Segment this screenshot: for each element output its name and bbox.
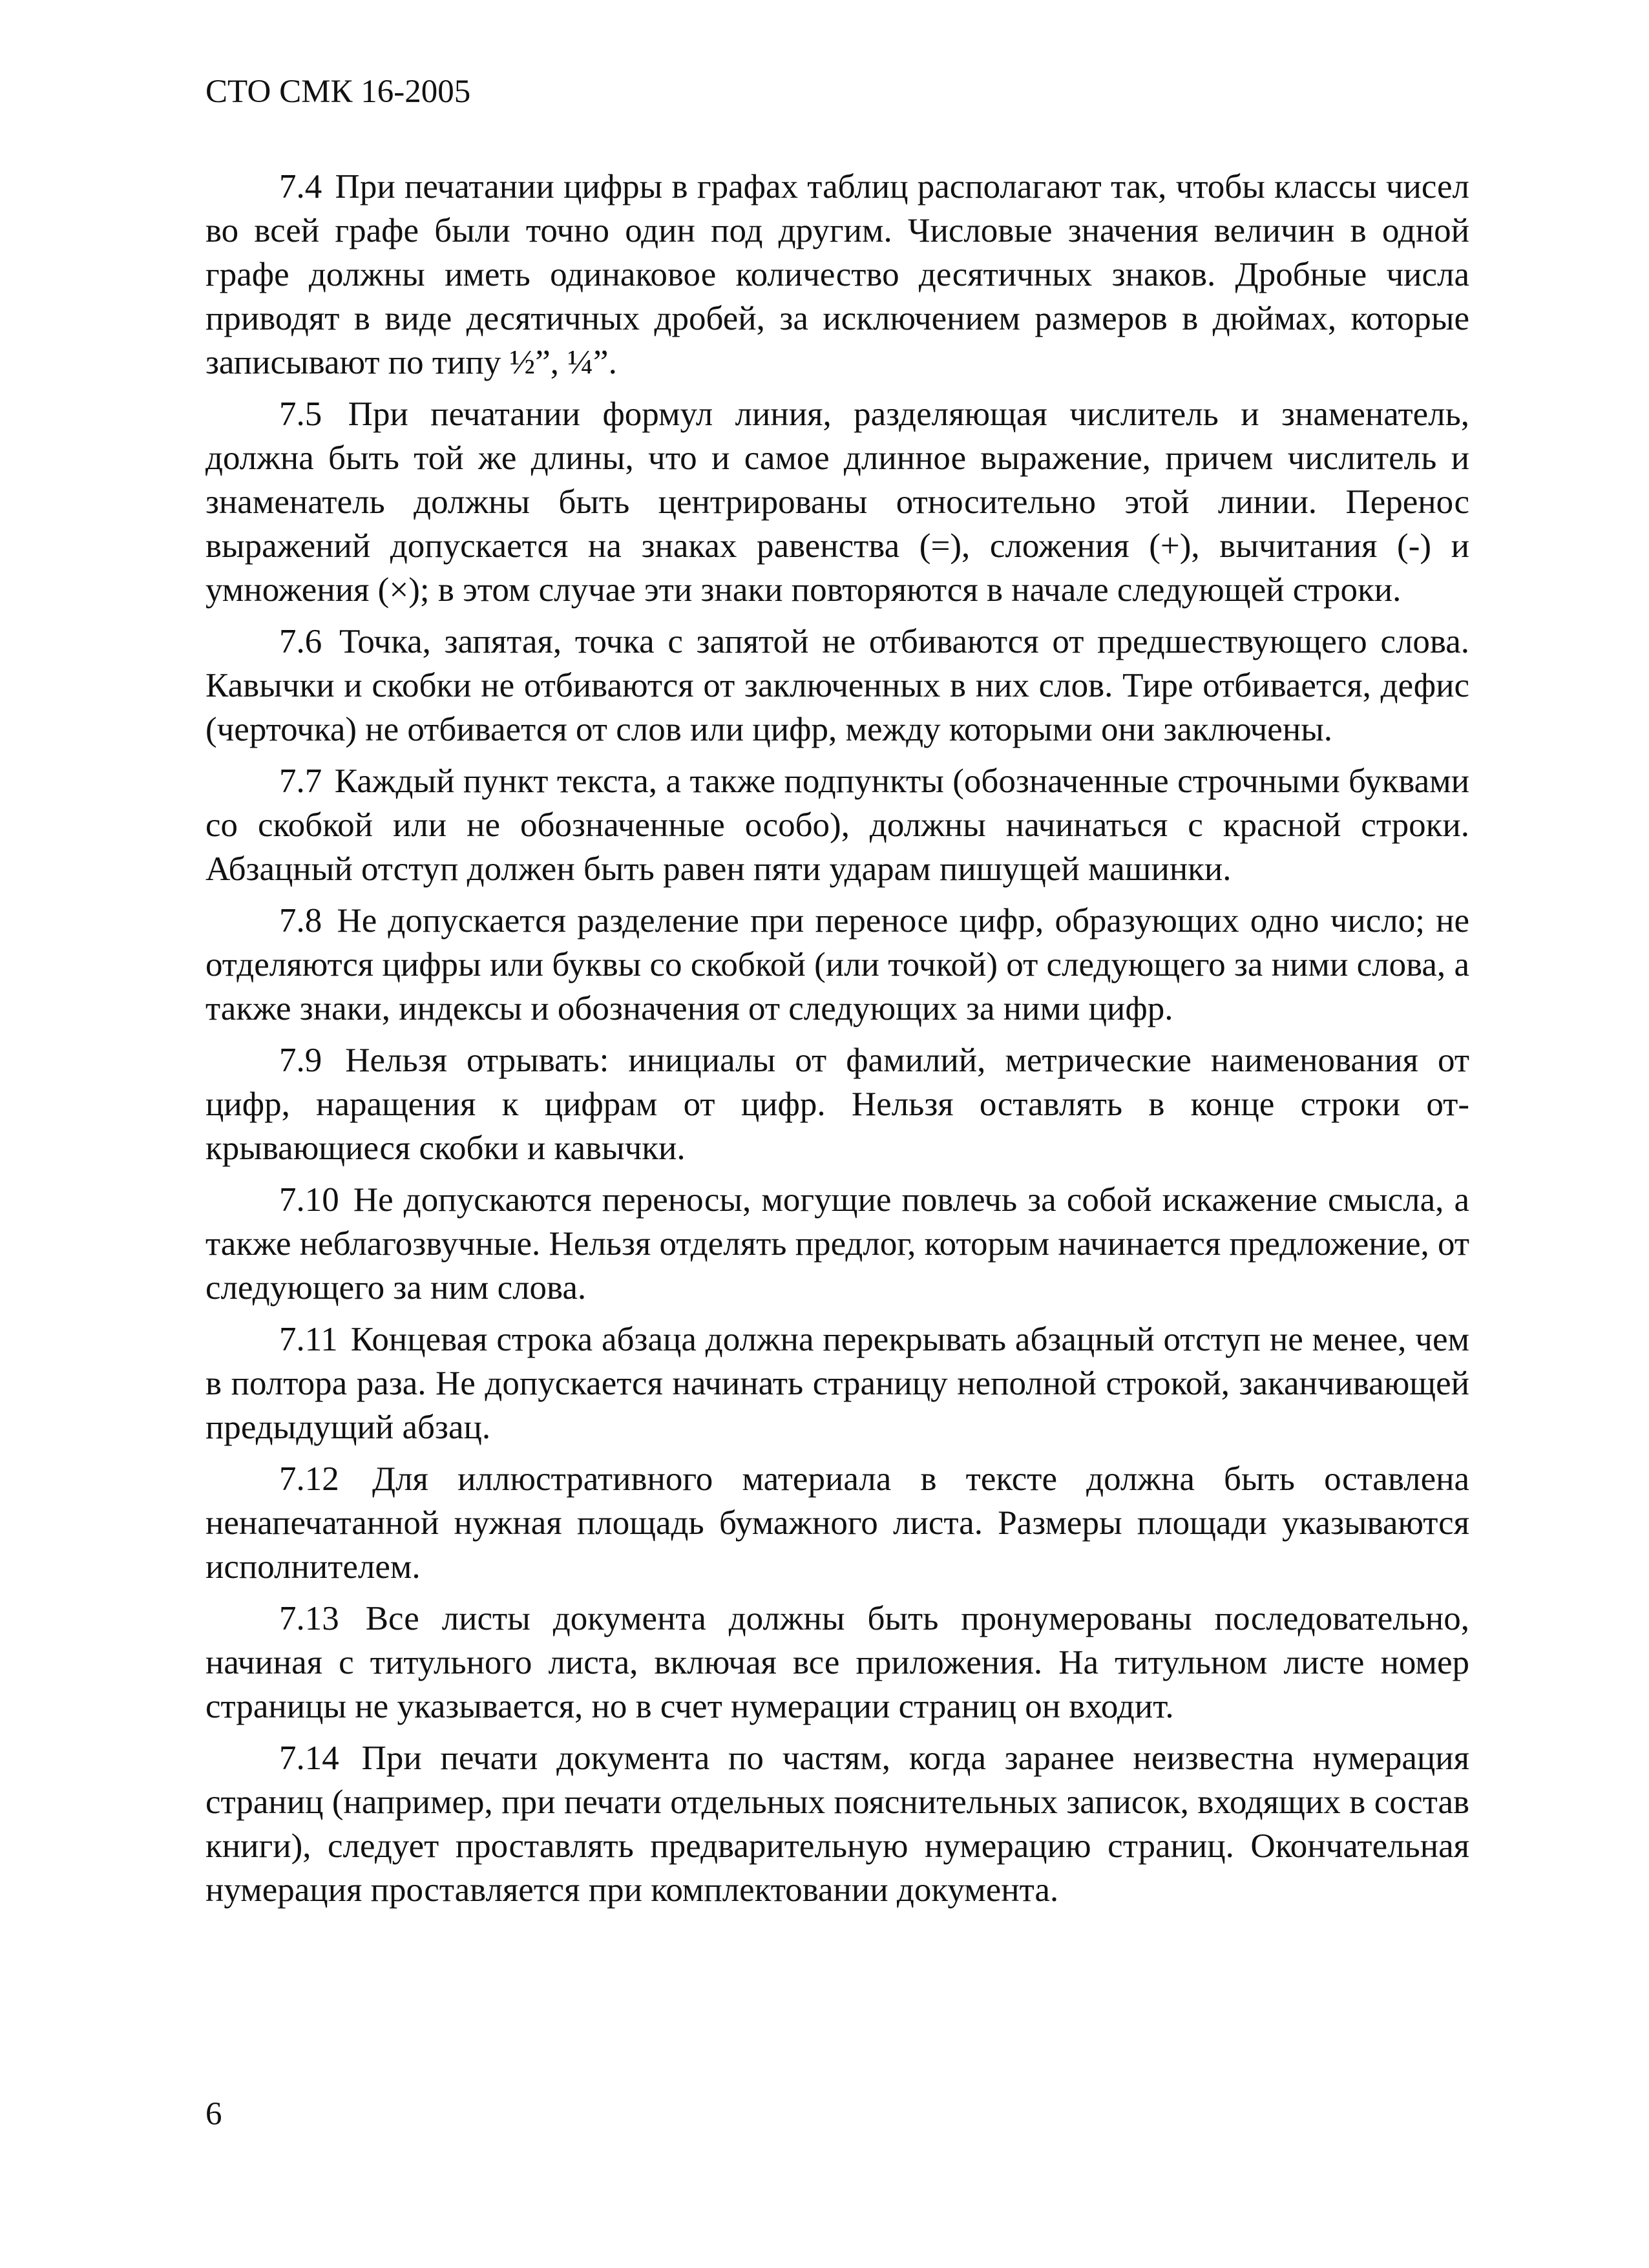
paragraph-7-12 — [205, 1457, 1469, 1589]
paragraph-text: Каждый пункт текста, а также подпункты (обозначенные строчными буквами со скобкой или не обозначенные особо), должны начинаться с красной строки. Абзацный отступ должен быть равен пяти ударам пишущей машинки. — [205, 762, 1470, 888]
paragraph-7-13 — [205, 1597, 1469, 1728]
page-number: 6 — [205, 2096, 222, 2132]
paragraph-number: 7.7 — [279, 762, 322, 800]
paragraph-number: 7.11 — [279, 1321, 338, 1358]
paragraph-7-8 — [205, 899, 1469, 1031]
paragraph-number: 7.9 — [279, 1042, 322, 1079]
paragraph-text: Нельзя отрывать: инициалы от фамилий, метрические наименования от цифр, наращения к цифрам от цифр. Нельзя оставлять в конце строки открывающиеся скобки и кавычки. — [205, 1042, 1469, 1167]
paragraph-text: Для иллюстративного материала в тексте должна быть оставлена ненапечатанной нужная площадь бумажного листа. Размеры площади указываются исполнителем. — [205, 1460, 1469, 1586]
paragraph-text: Концевая строка абзаца должна перекрывать абзацный отступ не менее, чем в полтора раза. Не допускается начинать страницу неполной строкой, заканчивающей предыдущий абзац. — [205, 1321, 1470, 1446]
paragraph-7-10 — [205, 1178, 1469, 1310]
paragraph-7-9 — [205, 1038, 1469, 1170]
paragraph-number: 7.12 — [279, 1460, 339, 1498]
paragraph-number: 7.5 — [279, 395, 322, 433]
paragraph-text: Не допускаются переносы, могущие повлечь за собой искажение смысла, а также неблагозвучные. Нельзя отделять предлог, которым начинается предложение, от следующего за ним слова. — [205, 1181, 1469, 1307]
paragraph-7-7 — [205, 759, 1469, 891]
paragraph-7-6 — [205, 620, 1469, 751]
paragraph-number: 7.8 — [279, 902, 322, 940]
paragraph-7-11 — [205, 1318, 1469, 1449]
document-code-header: СТО СМК 16-2005 — [205, 74, 471, 110]
paragraph-number: 7.6 — [279, 623, 322, 660]
paragraph-text: Точка, запятая, точка с запятой не отбиваются от предшествующего слова. Кавычки и скобки не отбиваются от заключенных в них слов. Тире отбивается, дефис (черточка) не отбивается от слов или цифр, между которыми они заключены. — [205, 623, 1470, 748]
paragraph-7-14 — [205, 1736, 1469, 1912]
paragraph-number: 7.4 — [279, 168, 322, 205]
paragraph-text: Все листы документа должны быть пронумерованы последовательно, начиная с титульного листа, включая все приложения. На титульном листе номер страницы не указывается, но в счет нумерации страниц он входит. — [205, 1600, 1470, 1725]
paragraph-number: 7.10 — [279, 1181, 339, 1219]
document-body — [205, 165, 1469, 1920]
paragraph-text: При печатании формул линия, разделяющая числитель и знаменатель, должна быть той же длины, что и самое длинное выражение, причем числитель и знаменатель должны быть центрированы относительно этой линии. Перенос выражений допускается на знаках равенства (=), сложения (+), вычитания (-) и умножения (×); в этом случае эти знаки повторяются в начале следующей строки. — [205, 395, 1470, 609]
paragraph-7-5 — [205, 392, 1469, 612]
paragraph-text: При печати документа по частям, когда заранее неизвестна нумерация страниц (например, при печати отдельных пояснительных записок, входящих в состав книги), следует проставлять предварительную нумерацию страниц. Окончательная нумерация проставляется при комплектовании документа. — [205, 1739, 1469, 1909]
paragraph-number: 7.14 — [279, 1739, 339, 1777]
paragraph-text: При печатании цифры в графах таблиц располагают так, чтобы классы чисел во всей графе были точно один под другим. Числовые значения величин в одной графе должны иметь одинаковое количество десятичных знаков. Дробные числа приводят в виде десятичных дробей, за исключением размеров в дюймах, которые записывают по типу ½”, ¼”. — [205, 168, 1469, 381]
paragraph-number: 7.13 — [279, 1600, 339, 1637]
paragraph-text: Не допускается разделение при переносе цифр, образующих одно число; не отделяются цифры или буквы со скобкой (или точкой) от следующего за ними слова, а также знаки, индексы и обозначения от следующих за ними цифр. — [205, 902, 1469, 1027]
paragraph-7-4 — [205, 165, 1469, 384]
